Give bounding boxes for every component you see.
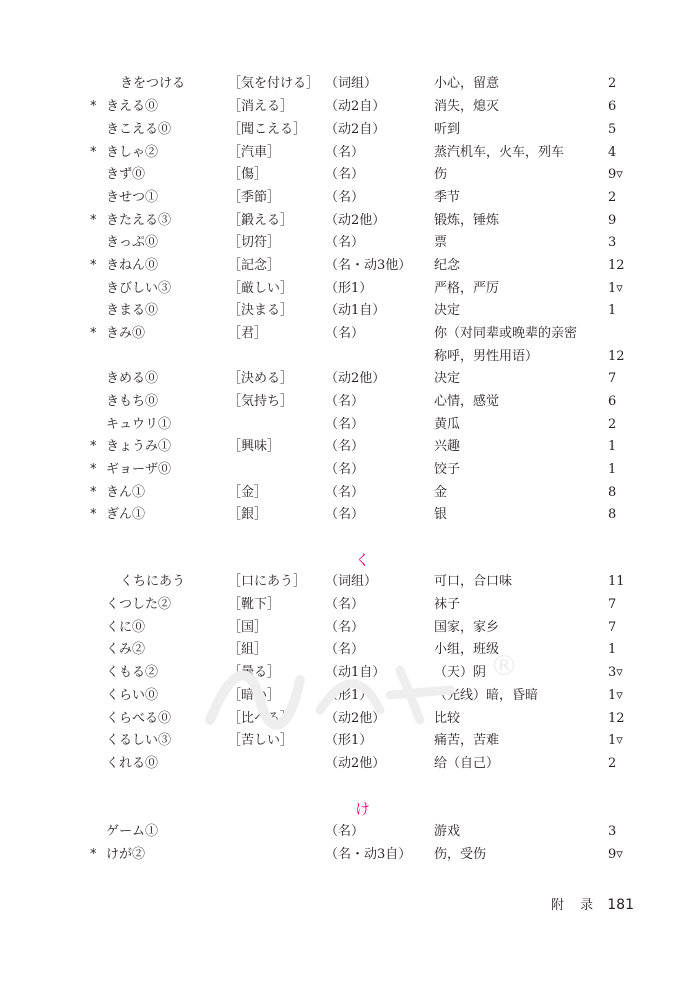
entry-lesson: 12 bbox=[608, 711, 625, 726]
entry-kanji: ［比べる］ bbox=[228, 711, 294, 726]
entry-word: きしゃ② bbox=[106, 145, 159, 160]
entry-pos: （词组） bbox=[325, 574, 378, 589]
entry-meaning: 决定 bbox=[434, 303, 461, 318]
section-heading-ku: く bbox=[354, 551, 370, 569]
entry-lesson: 3 bbox=[608, 235, 617, 250]
entry-word: くるしい③ bbox=[106, 733, 172, 748]
entry-word: ぎん① bbox=[106, 507, 146, 522]
entry-lesson: 8 bbox=[608, 485, 617, 500]
entry-row bbox=[0, 593, 695, 616]
entry-word: ギョーザ⓪ bbox=[106, 462, 172, 477]
entry-star: * bbox=[90, 462, 97, 477]
entry-row bbox=[0, 209, 695, 232]
page-number: 181 bbox=[607, 897, 634, 913]
entry-pos: （名） bbox=[325, 145, 365, 160]
entry-pos: （名） bbox=[325, 235, 365, 250]
entry-star: * bbox=[90, 213, 97, 228]
entry-row bbox=[0, 458, 695, 481]
entry-row bbox=[0, 254, 695, 277]
entry-meaning: 金 bbox=[434, 485, 448, 500]
entry-pos: （动2他） bbox=[325, 756, 386, 771]
entry-kanji: ［組］ bbox=[228, 642, 268, 657]
entry-pos: （名） bbox=[325, 642, 365, 657]
entry-kanji: ［決める］ bbox=[228, 371, 294, 386]
entry-word: けが② bbox=[106, 847, 146, 862]
entry-meaning: 小心，留意 bbox=[434, 76, 500, 91]
entry-kanji: ［曇る］ bbox=[228, 665, 281, 680]
entry-pos: （名） bbox=[325, 326, 365, 341]
entry-kanji: ［気を付ける］ bbox=[228, 76, 320, 91]
entry-word: きもち⓪ bbox=[106, 394, 159, 409]
entry-row bbox=[0, 163, 695, 186]
entry-word: きこえる⓪ bbox=[106, 122, 172, 137]
entry-lesson: 9▿ bbox=[608, 847, 623, 862]
entry-lesson: 1 bbox=[608, 462, 617, 477]
entry-kanji: ［苦しい］ bbox=[228, 733, 294, 748]
entry-word: きえる⓪ bbox=[106, 99, 159, 114]
entry-word: きず⓪ bbox=[106, 167, 146, 182]
entry-star: * bbox=[90, 258, 97, 273]
entry-word: きねん⓪ bbox=[106, 258, 159, 273]
entry-word: くらべる⓪ bbox=[106, 711, 172, 726]
entry-meaning: 称呼，男性用语） bbox=[434, 349, 539, 364]
entry-lesson: 9▿ bbox=[608, 167, 623, 182]
entry-meaning: 你（对同辈或晚辈的亲密 bbox=[434, 326, 578, 341]
entry-star: * bbox=[90, 847, 97, 862]
entry-word: くらい⓪ bbox=[106, 688, 159, 703]
entry-star: * bbox=[90, 326, 97, 341]
entry-kanji: ［国］ bbox=[228, 620, 268, 635]
entry-meaning: 痛苦，苦难 bbox=[434, 733, 500, 748]
entry-lesson: 1▿ bbox=[608, 733, 623, 748]
entry-pos: （动1自） bbox=[325, 665, 386, 680]
entry-lesson: 1 bbox=[608, 642, 617, 657]
entry-kanji: ［金］ bbox=[228, 485, 268, 500]
entry-meaning: 游戏 bbox=[434, 824, 461, 839]
entry-kanji: ［気持ち］ bbox=[228, 394, 294, 409]
entry-star: * bbox=[90, 507, 97, 522]
entry-meaning: 消失，熄灭 bbox=[434, 99, 500, 114]
entry-row bbox=[0, 277, 695, 300]
entry-row bbox=[0, 843, 695, 866]
entry-meaning: 袜子 bbox=[434, 597, 461, 612]
entry-kanji: ［聞こえる］ bbox=[228, 122, 307, 137]
entry-meaning: 伤，受伤 bbox=[434, 847, 487, 862]
entry-kanji: ［傷］ bbox=[228, 167, 268, 182]
registered-mark: ® bbox=[490, 649, 518, 682]
entry-pos: （名・动3他） bbox=[325, 258, 412, 273]
entry-row bbox=[0, 299, 695, 322]
entry-lesson: 7 bbox=[608, 597, 617, 612]
entry-lesson: 6 bbox=[608, 99, 617, 114]
entry-meaning: 季节 bbox=[434, 190, 461, 205]
entry-lesson: 12 bbox=[608, 349, 625, 364]
entry-word: くつした② bbox=[106, 597, 172, 612]
entry-pos: （名） bbox=[325, 597, 365, 612]
entry-lesson: 5 bbox=[608, 122, 617, 137]
entry-lesson: 2 bbox=[608, 756, 617, 771]
entry-pos: （名） bbox=[325, 485, 365, 500]
entry-row bbox=[0, 481, 695, 504]
entry-meaning: 黄瓜 bbox=[434, 417, 461, 432]
entry-row bbox=[0, 186, 695, 209]
entry-pos: （名） bbox=[325, 824, 365, 839]
entry-lesson: 3▿ bbox=[608, 665, 623, 680]
entry-lesson: 7 bbox=[608, 620, 617, 635]
entry-row bbox=[0, 72, 695, 95]
entry-meaning: 严格，严厉 bbox=[434, 281, 500, 296]
entry-kanji: ［厳しい］ bbox=[228, 281, 294, 296]
entry-pos: （动2他） bbox=[325, 213, 386, 228]
entry-kanji: ［切符］ bbox=[228, 235, 281, 250]
entry-pos: （名・动3自） bbox=[325, 847, 412, 862]
entry-meaning: 票 bbox=[434, 235, 448, 250]
entry-meaning: 纪念 bbox=[434, 258, 461, 273]
entry-meaning: 可口，合口味 bbox=[434, 574, 513, 589]
entry-word: きめる⓪ bbox=[106, 371, 159, 386]
entry-kanji: ［消える］ bbox=[228, 99, 294, 114]
page-footer bbox=[551, 896, 634, 915]
entry-meaning: 给（自己） bbox=[434, 756, 500, 771]
entry-lesson: 1 bbox=[608, 303, 617, 318]
entry-lesson: 11 bbox=[608, 574, 625, 589]
entry-kanji: ［興味］ bbox=[228, 439, 281, 454]
entry-word: きょうみ① bbox=[106, 439, 172, 454]
entry-pos: （名） bbox=[325, 394, 365, 409]
entry-lesson: 2 bbox=[608, 190, 617, 205]
entry-meaning: 兴趣 bbox=[434, 439, 461, 454]
entry-row bbox=[0, 570, 695, 593]
entry-row bbox=[0, 231, 695, 254]
entry-lesson: 1 bbox=[608, 439, 617, 454]
entry-pos: （形1） bbox=[325, 733, 373, 748]
entry-word: くもる② bbox=[106, 665, 159, 680]
entry-word: きたえる③ bbox=[106, 213, 172, 228]
entry-word: きびしい③ bbox=[106, 281, 172, 296]
entry-star: * bbox=[90, 99, 97, 114]
entry-word: キュウリ① bbox=[106, 417, 172, 432]
entry-word: くれる⓪ bbox=[106, 756, 159, 771]
entry-meaning: 饺子 bbox=[434, 462, 461, 477]
entry-word: きん① bbox=[106, 485, 146, 500]
section-heading-ke: け bbox=[354, 800, 370, 818]
entry-row bbox=[0, 390, 695, 413]
entry-star: * bbox=[90, 485, 97, 500]
entry-row bbox=[0, 435, 695, 458]
entry-meaning: 决定 bbox=[434, 371, 461, 386]
entry-kanji: ［汽車］ bbox=[228, 145, 281, 160]
entry-meaning: 蒸汽机车，火车，列车 bbox=[434, 145, 565, 160]
entry-lesson: 4 bbox=[608, 145, 617, 160]
entry-row bbox=[0, 367, 695, 390]
entry-word: くちにあう bbox=[120, 574, 186, 589]
entry-pos: （名） bbox=[325, 620, 365, 635]
entry-row bbox=[0, 820, 695, 843]
entry-word: きまる⓪ bbox=[106, 303, 159, 318]
entry-row bbox=[0, 141, 695, 164]
entry-pos: （形1） bbox=[325, 688, 373, 703]
entry-kanji: ［鍛える］ bbox=[228, 213, 294, 228]
entry-pos: （名） bbox=[325, 167, 365, 182]
entry-row bbox=[0, 118, 695, 141]
entry-lesson: 1▿ bbox=[608, 688, 623, 703]
entry-meaning: 国家，家乡 bbox=[434, 620, 500, 635]
entry-meaning: 伤 bbox=[434, 167, 448, 182]
entry-meaning: 听到 bbox=[434, 122, 461, 137]
entry-kanji: ［暗い］ bbox=[228, 688, 281, 703]
entry-pos: （形1） bbox=[325, 281, 373, 296]
entry-word: くみ② bbox=[106, 642, 146, 657]
entry-lesson: 2 bbox=[608, 76, 617, 91]
entry-pos: （动2他） bbox=[325, 371, 386, 386]
entry-kanji: ［靴下］ bbox=[228, 597, 281, 612]
entry-word: ゲーム① bbox=[106, 824, 159, 839]
entry-word: きみ⓪ bbox=[106, 326, 146, 341]
entry-pos: （词组） bbox=[325, 76, 378, 91]
entry-row bbox=[0, 413, 695, 436]
entry-row bbox=[0, 95, 695, 118]
entry-meaning: 心情，感觉 bbox=[434, 394, 500, 409]
entry-word: きをつける bbox=[120, 76, 186, 91]
entry-kanji: ［銀］ bbox=[228, 507, 268, 522]
footer-label: 附 录 bbox=[550, 898, 600, 913]
entry-pos: （名） bbox=[325, 439, 365, 454]
entry-meaning: 比较 bbox=[434, 711, 461, 726]
entry-meaning: （光线）暗，昏暗 bbox=[434, 688, 539, 703]
entry-lesson: 7 bbox=[608, 371, 617, 386]
entry-meaning: （天）阴 bbox=[434, 665, 487, 680]
publisher-watermark bbox=[190, 640, 520, 740]
entry-lesson: 3 bbox=[608, 824, 617, 839]
entry-kanji: ［君］ bbox=[228, 326, 268, 341]
entry-row bbox=[0, 616, 695, 639]
entry-row bbox=[0, 322, 695, 345]
entry-pos: （名） bbox=[325, 190, 365, 205]
entry-row-continuation bbox=[0, 345, 695, 368]
entry-kanji: ［口にあう］ bbox=[228, 574, 307, 589]
entry-pos: （名） bbox=[325, 417, 365, 432]
entry-star: * bbox=[90, 439, 97, 454]
entry-kanji: ［決まる］ bbox=[228, 303, 294, 318]
entry-word: きっぷ⓪ bbox=[106, 235, 159, 250]
entry-lesson: 12 bbox=[608, 258, 625, 273]
entry-row bbox=[0, 503, 695, 526]
entry-kanji: ［記念］ bbox=[228, 258, 281, 273]
entry-row bbox=[0, 752, 695, 775]
entry-meaning: 小组，班级 bbox=[434, 642, 500, 657]
entry-pos: （动1自） bbox=[325, 303, 386, 318]
entry-star: * bbox=[90, 145, 97, 160]
entry-meaning: 锻炼，锤炼 bbox=[434, 213, 500, 228]
entry-word: きせつ① bbox=[106, 190, 159, 205]
entry-lesson: 2 bbox=[608, 417, 617, 432]
entry-pos: （动2自） bbox=[325, 122, 386, 137]
entry-pos: （动2自） bbox=[325, 99, 386, 114]
entry-meaning: 银 bbox=[434, 507, 448, 522]
entry-lesson: 9 bbox=[608, 213, 617, 228]
entry-lesson: 6 bbox=[608, 394, 617, 409]
entry-pos: （名） bbox=[325, 462, 365, 477]
entry-lesson: 8 bbox=[608, 507, 617, 522]
entry-pos: （名） bbox=[325, 507, 365, 522]
entry-lesson: 1▿ bbox=[608, 281, 623, 296]
entry-pos: （动2他） bbox=[325, 711, 386, 726]
entry-word: くに⓪ bbox=[106, 620, 146, 635]
entry-kanji: ［季節］ bbox=[228, 190, 281, 205]
